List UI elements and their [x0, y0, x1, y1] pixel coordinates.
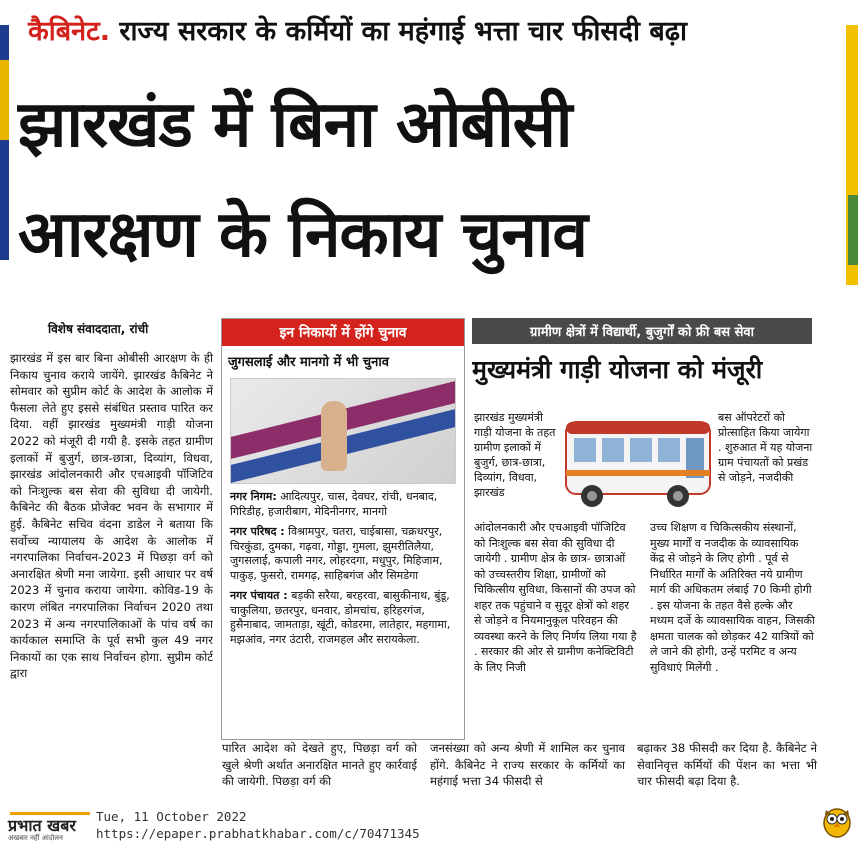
nagar-parishad-item	[230, 525, 456, 583]
elections-box-header: इन निकायों में होंगे चुनाव	[222, 319, 464, 346]
epaper-url[interactable]: https://epaper.prabhatkhabar.com/c/70471345	[96, 826, 420, 841]
nagar-nigam-item	[230, 490, 456, 519]
publish-date: Tue, 11 October 2022	[96, 809, 247, 824]
right-edge-strip-accent	[848, 195, 858, 265]
elections-box-subhead: जुगसलाई और मानगो में भी चुनाव	[228, 355, 389, 370]
nagar-parishad-label: नगर परिषद :	[230, 525, 285, 538]
byline: विशेष संवाददाता, रांची	[48, 322, 149, 336]
elections-list	[222, 486, 464, 647]
nagar-panchayat-label: नगर पंचायत :	[230, 589, 288, 602]
kicker	[28, 14, 828, 50]
nagar-parishad-list: विश्रामपुर, चतरा, चाईबासा, चक्रधरपुर, चिरकुंडा, दुमका, गढ़वा, गोड्डा, गुमला, झुमरीतिलैया, जुगसलाई, कपाली नगर, लोहरदगा, मधुपुर, मिहिजाम, पाकुड़, फुसरो, रामगढ़, साहिबगंज और सिमडेगा	[230, 525, 443, 582]
headline-line-1: झारखंड में बिना ओबीसी	[18, 88, 572, 162]
bottom-column-c: बढ़ाकर 38 फीसदी कर दिया है. कैबिनेट ने सेवानिवृत्त कर्मियों की पेंशन का भत्ता भी चार फीसदी बढ़ा दिया है.	[637, 741, 817, 789]
prabhat-khabar-logo	[8, 814, 76, 843]
footer-meta	[96, 808, 420, 842]
nagar-nigam-list: आदित्यपुर, चास, देवघर, रांची, धनबाद, गिरिडीह, हजारीबाग, मेदिनीनगर, मानगो	[230, 490, 438, 518]
elections-box	[221, 318, 465, 740]
nagar-panchayat-item	[230, 589, 456, 647]
logo-text: प्रभात खबर	[8, 816, 76, 835]
bus-scheme-header: ग्रामीण क्षेत्रों में विद्यार्थी, बुजुर्गों को फ्री बस सेवा	[472, 318, 812, 344]
bottom-column-b: जनसंख्या को अन्य श्रेणी में शामिल कर चुनाव होंगे. कैबिनेट ने राज्य सरकार के कर्मियों का महंगाई भत्ता 34 फीसदी से	[430, 741, 625, 789]
nagar-nigam-label: नगर निगम:	[230, 490, 277, 503]
bus-illustration	[562, 408, 714, 513]
kicker-label: कैबिनेट.	[28, 16, 110, 47]
bus-scheme-text-c: बस ऑपरेटरों को प्रोत्साहित किया जायेगा . शुरुआत में यह योजना ग्राम पंचायतों को प्रखंड से जोड़ने, नजदीकी	[718, 411, 813, 484]
left-edge-strip-accent	[0, 60, 9, 140]
logo-tagline: अखबार नहीं आंदोलन	[8, 834, 63, 842]
bus-scheme-title: मुख्यमंत्री गाड़ी योजना को मंजूरी	[472, 355, 763, 384]
article-column-1: झारखंड में इस बार बिना ओबीसी आरक्षण के ही निकाय चुनाव कराये जायेंगे. झारखंड कैबिनेट ने सोमवार को सुप्रीम कोर्ट के आदेश के आलोक में फैसला लेते हुए इससे संबंधित प्रस्ताव पारित कर दिया. वहीं झारखंड मुख्यमंत्री गाड़ी योजना 2022 को मंजूरी दी गयी है. इसके तहत ग्रामीण इलाकों में बुजुर्ग, छात्र-छात्रा, दिव्यांग, विधवा, झारखंड आंदोलनकारी और एचआइवी पॉजिटिव को निःशुल्क बस सेवा की सुविधा दी जायेगी. कैबिनेट की बैठक प्रोजेक्ट भवन के सभागार में हुई. कैबिनेट सचिव वंदना डाडेल ने बताया कि सर्वोच्च न्यायालय के आदेश के आलोक में नगरपालिका निर्वाचन-2023 में पिछड़ा वर्ग को अनारक्षित श्रेणी मना जायेगा. इसी आधार पर वर्ष 2023 में चुनाव कराया जायेगा. कोविड-19 के कारण लंबित नगरपालिका निर्वाचन 2020 तथा 2023 में अन्य नगरपालिकाओं के पांच वर्ष का कार्यकाल समाप्ति के पूर्व सभी कुल 49 नगर निकायों का एक साथ निर्वाचन होगा. सुप्रीम कोर्ट द्वारा	[10, 351, 213, 681]
bottom-column-a: पारित आदेश को देखते हुए, पिछड़ा वर्ग को खुले श्रेणी अर्थात अनारक्षित मानते हुए कार्रवाई की जायेगी. पिछड़ा वर्ग की	[222, 741, 417, 789]
owl-icon	[822, 804, 852, 838]
nagar-panchayat-list: बड़की सरैया, बरहरवा, बासुकीनाथ, बुंडू, चाकुलिया, छतरपुर, धनवार, डोमचांच, हरिहरगंज, हुसैनाबाद, जामताड़ा, खूंटी, कोडरमा, लातेहार, महगामा, मझआंव, नगर उंटारी, राजमहल और सरायकेला.	[230, 589, 451, 646]
headline-line-2: आरक्षण के निकाय चुनाव	[18, 198, 588, 272]
bus-scheme-text-a: झारखंड मुख्यमंत्री गाड़ी योजना के तहत ग्रामीण इलाकों में बुजुर्ग, छात्र-छात्रा, दिव्यांग, विधवा, झारखंड	[474, 411, 556, 499]
ballot-photo	[230, 378, 456, 484]
kicker-text: राज्य सरकार के कर्मियों का महंगाई भत्ता चार फीसदी बढ़ा	[110, 16, 687, 47]
voter-hand	[321, 401, 347, 471]
bus-scheme-text-d: उच्च शिक्षण व चिकित्सकीय संस्थानों, मुख्य मार्गों व नजदीक के व्यावसायिक केंद्र से जोड़ने के लिए होगी . पूर्व से निर्धारित मार्गों के अतिरिक्त नये ग्रामीण मार्ग की अधिकतम लंबाई 70 किमी होगी . इस योजना के तहत वैसे हल्के और मध्यम दर्जे के व्यावसायिक वाहन, जिसकी क्षमता चालक को छोड़कर 42 यात्रियों को ले जाने की होगी, उन्हें परमिट व अन्य सुविधाएं मिलेंगी .	[650, 521, 815, 674]
bus-scheme-text-b: आंदोलनकारी और एचआइवी पॉजिटिव को निःशुल्क बस सेवा की सुविधा दी जायेगी . ग्रामीण क्षेत्र के छात्र- छात्राओं को उच्चस्तरीय शिक्षा, ग्रामीणों को चिकित्सीय सुविधा, किसानों की उपज को शहर तक पहुंचाने व सुदूर क्षेत्रों को शहर से जोड़ने व नियमानुकूल परिवहन की व्यवस्था करने के लिए निर्णय लिया गया है . सरकार की ओर से ग्रामीण कनेक्टिविटी के लिए निजी	[474, 521, 637, 674]
